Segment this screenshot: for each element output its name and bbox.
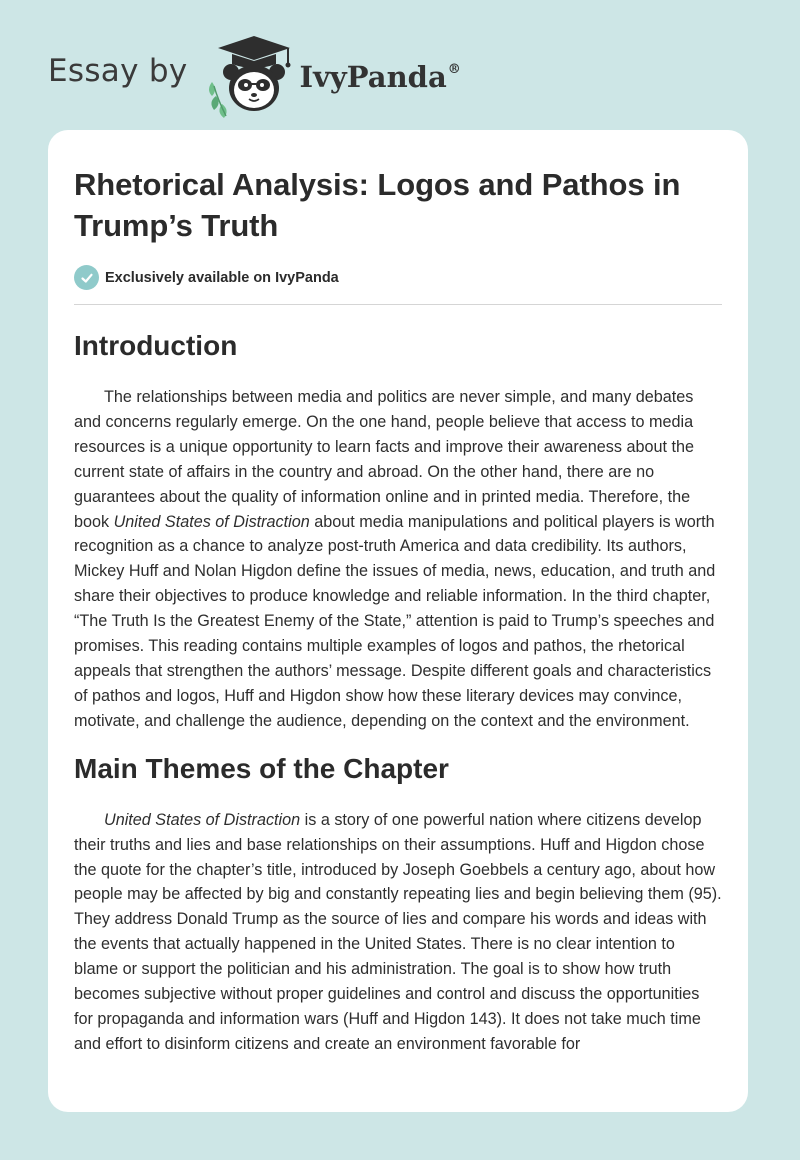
section-heading-introduction: Introduction <box>74 330 238 361</box>
section-heading-main-themes: Main Themes of the Chapter <box>74 752 449 784</box>
exclusive-label: Exclusively available on IvyPanda <box>105 269 339 286</box>
essay-title: Rhetorical Analysis: Logos and Pathos in Trump’s Truth <box>74 167 681 243</box>
essay-card <box>48 130 748 1112</box>
registered-mark: ® <box>447 62 461 77</box>
book-title-italic: United States of Distraction <box>113 512 310 531</box>
book-title-italic: United States of Distraction <box>104 810 301 829</box>
section-paragraph-introduction: The relationships between media and politics are never simple, and many debates and concerns regularly emerge. On the one hand, people believe that access to media resources is a unique opportunity to learn facts and improve their awareness about the current state of affairs in the country and abroad. On the other hand, there are no guarantees about the quality of information online and in printed media. Therefore, the book United States of Distraction about media manipulations and political players is worth recognition as a chance to analyze post-truth America and data credibility. Its authors, Mickey Huff and Nolan Higdon define the issues of media, news, education, and truth and share their objectives to produce knowledge and reliable information. In the third chapter, “The Truth Is the Greatest Enemy of the State,” attention is paid to Trump’s speeches and promises. This reading contains multiple examples of logos and pathos, the rhetorical appeals that strengthen the authors’ message. Despite different goals and characteristics of pathos and logos, Huff and Higdon show how these literary devices may convince, motivate, and challenge the audience, depending on the context and the environment. <box>74 388 716 730</box>
essay-by-label: Essay by <box>48 53 188 89</box>
site-header <box>48 30 461 120</box>
section-paragraph-main-themes: United States of Distraction is a story of one powerful nation where citizens develop their truths and lies and base relationships on their assumptions. Huff and Higdon chose the quote for the chapter’s title, introduced by Joseph Goebbels a century ago, about how people may be affected by big and constantly repeating lies and begin believing them (95). They address Donald Trump as the source of lies and compare his words and ideas with the events that actually happened in the United States. There is no clear intention to blame or support the politician and his administration. The goal is to show how truth becomes subjective without proper guidelines and control and discuss the opportunities for propaganda and information wars (Huff and Higdon 143). It does not take much time and effort to disinform citizens and create an environment favorable for <box>74 810 722 1053</box>
brand-name[interactable]: IvyPanda® <box>299 60 461 94</box>
panda-graduate-logo-icon[interactable] <box>202 30 298 120</box>
check-icon <box>74 265 99 290</box>
exclusive-badge <box>74 265 722 305</box>
